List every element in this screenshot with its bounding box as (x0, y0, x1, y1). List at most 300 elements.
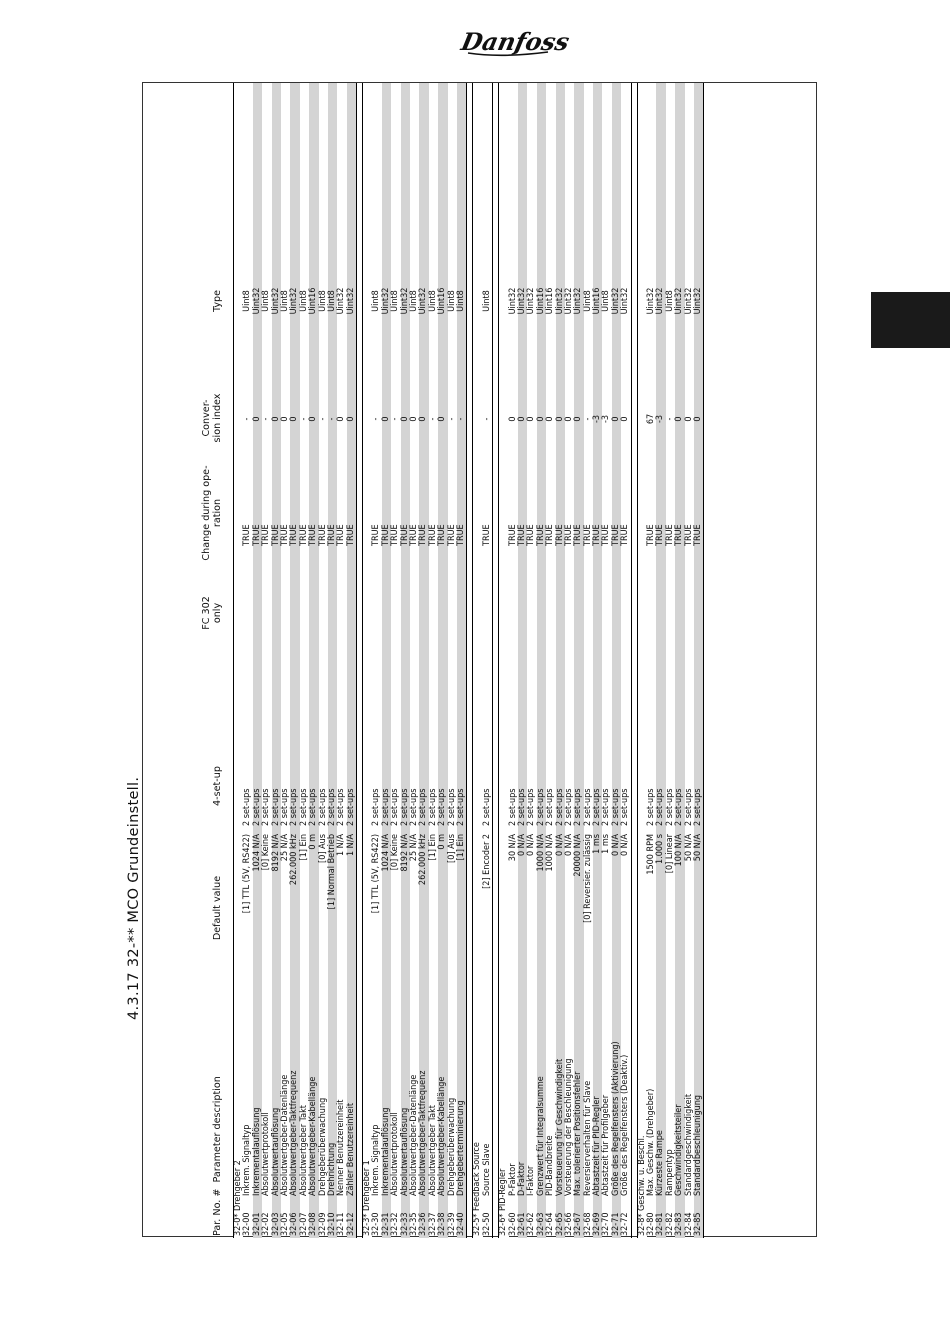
data-type: Uint32 (345, 287, 356, 315)
param-desc: Absolutwertgeber-Datenlänge (279, 1074, 290, 1196)
default-value: 0 m (308, 834, 319, 850)
data-type: Uint8 (601, 290, 612, 312)
default-value: 20000 N/A (573, 834, 584, 877)
param-desc: Zähler Benutzereinheit (345, 1102, 356, 1196)
setup: 2 set-ups (409, 788, 420, 826)
par-no: 32-07 (298, 1212, 309, 1236)
par-no: 32-31 (380, 1212, 391, 1236)
par-no: 32-80 (646, 1212, 657, 1236)
table-row (272, 83, 281, 1238)
par-no: 32-35 (409, 1212, 420, 1236)
default-value: 0 N/A (620, 834, 631, 857)
default-value: [0] Aus (446, 834, 457, 863)
parameter-table-frame (142, 82, 817, 1237)
par-no: 32-36 (418, 1212, 429, 1236)
data-type: Uint8 (390, 290, 401, 312)
default-value: 25 N/A (409, 834, 420, 862)
par-no: 32-72 (620, 1212, 631, 1236)
par-no: 32-60 (507, 1212, 518, 1236)
change-during-op: TRUE (683, 524, 694, 546)
setup: 2 set-ups (545, 788, 556, 826)
data-type: Uint16 (308, 287, 319, 315)
conversion-index: - (317, 417, 328, 421)
default-value: 25 N/A (279, 834, 290, 862)
param-desc: Absolutwertprotokoll (390, 1112, 401, 1196)
param-desc: Absolutwertgeber-Kabellänge (308, 1076, 319, 1196)
setup: 2 set-ups (507, 788, 518, 826)
setup: 2 set-ups (526, 788, 537, 826)
table-row (537, 83, 546, 1238)
param-desc: Absolutwertgeber Takt (427, 1105, 438, 1196)
data-type: Uint32 (418, 287, 429, 315)
table-row (438, 83, 447, 1238)
param-desc: Absolutwertgeber-Datenlänge (409, 1074, 420, 1196)
conversion-index: 0 (507, 416, 518, 422)
change-during-op: TRUE (620, 524, 631, 546)
setup: 2 set-ups (427, 788, 438, 826)
par-no: 32-83 (674, 1212, 685, 1236)
table-row (419, 83, 428, 1238)
change-during-op: TRUE (526, 524, 537, 546)
default-value: [0] Linear (664, 834, 675, 874)
change-during-op: TRUE (592, 524, 603, 546)
default-value: [1] TTL (5V, RS422) (371, 834, 382, 914)
change-during-op: TRUE (545, 524, 556, 546)
data-type: Uint8 (371, 290, 382, 312)
par-no: 32-06 (289, 1212, 300, 1236)
table-row (509, 83, 518, 1238)
data-type: Uint32 (620, 287, 631, 315)
setup: 2 set-ups (535, 788, 546, 826)
param-desc: Geschwindigkeitsteiler (674, 1104, 685, 1196)
default-value: [1] Normal Betrieb (326, 834, 337, 910)
param-desc: Abtastzeit für PID-Regler (592, 1096, 603, 1196)
par-no: 32-66 (563, 1212, 574, 1236)
param-desc: Vorsteuerung für Geschwindigkeit (554, 1058, 565, 1196)
data-type: Uint32 (610, 287, 621, 315)
data-type: Uint32 (563, 287, 574, 315)
par-no: 32-81 (655, 1212, 666, 1236)
par-no: 32-67 (573, 1212, 584, 1236)
param-desc: Absolutwertgeber-Taktfrequenz (289, 1070, 300, 1196)
conversion-index: - (446, 417, 457, 421)
table-row (401, 83, 410, 1238)
par-no: 32-10 (326, 1212, 337, 1236)
change-during-op: TRUE (371, 524, 382, 546)
table-row (666, 83, 675, 1238)
default-value: 262.000 kHz (418, 834, 429, 886)
default-value: 1 N/A (336, 834, 347, 857)
table-row (656, 83, 665, 1238)
default-value: 100 N/A (674, 834, 685, 867)
param-desc: Drehgeberüberwachung (317, 1097, 328, 1196)
data-type: Uint8 (261, 290, 272, 312)
table-row (457, 83, 466, 1238)
default-value: 50 N/A (692, 834, 703, 862)
change-during-op: TRUE (516, 524, 527, 546)
data-type: Uint32 (526, 287, 537, 315)
conversion-index: -3 (592, 414, 603, 424)
conversion-index: - (455, 417, 466, 421)
col-conv: Conver- sion index (201, 393, 223, 443)
change-during-op: TRUE (336, 524, 347, 546)
setup: 2 set-ups (270, 788, 281, 826)
table-row (518, 83, 527, 1238)
data-type: Uint16 (592, 287, 603, 315)
setup: 2 set-ups (418, 788, 429, 826)
param-desc: I-Faktor (526, 1165, 537, 1196)
conversion-index: - (664, 417, 675, 421)
conversion-index: 0 (620, 416, 631, 422)
param-desc: Inkrem. Signaltyp (371, 1124, 382, 1196)
conversion-index: 0 (610, 416, 621, 422)
conversion-index: 0 (573, 416, 584, 422)
table-row (337, 83, 346, 1238)
data-type: Uint8 (409, 290, 420, 312)
conversion-index: 0 (399, 416, 410, 422)
param-desc: Vorsteuerung der Beschleunigung (563, 1058, 574, 1196)
conversion-index: 0 (554, 416, 565, 422)
par-no: 32-09 (317, 1212, 328, 1236)
change-during-op: TRUE (390, 524, 401, 546)
data-type: Uint8 (446, 290, 457, 312)
setup: 2 set-ups (390, 788, 401, 826)
param-desc: Abtastzeit für Profilgeber (601, 1094, 612, 1196)
default-value: 1500 RPM (646, 834, 657, 875)
param-desc: Drehgeberüberwachung (446, 1097, 457, 1196)
data-type: Uint8 (279, 290, 290, 312)
par-no: 32-37 (427, 1212, 438, 1236)
section-title: 32-6* PID-Regler (498, 1168, 509, 1236)
param-desc: Nenner Benutzereinheit (336, 1099, 347, 1196)
setup: 2 set-ups (399, 788, 410, 826)
table-row (694, 83, 703, 1238)
par-no: 32-39 (446, 1212, 457, 1236)
conversion-index: 0 (674, 416, 685, 422)
table-row (675, 83, 684, 1238)
par-no: 32-62 (526, 1212, 537, 1236)
conversion-index: - (326, 417, 337, 421)
data-type: Uint32 (270, 287, 281, 315)
default-value: 1 N/A (345, 834, 356, 857)
change-during-op: TRUE (326, 524, 337, 546)
par-no: 32-30 (371, 1212, 382, 1236)
change-during-op: TRUE (279, 524, 290, 546)
change-during-op: TRUE (646, 524, 657, 546)
default-value: 1.000 s (655, 834, 666, 864)
data-type: Uint32 (573, 287, 584, 315)
par-no: 32-85 (692, 1212, 703, 1236)
conversion-index: 0 (270, 416, 281, 422)
default-value: 8192 N/A (399, 834, 410, 872)
conversion-index: 0 (279, 416, 290, 422)
param-desc: P-Faktor (507, 1163, 518, 1196)
default-value: 8192 N/A (270, 834, 281, 872)
data-type: Uint8 (298, 290, 309, 312)
table-row (647, 83, 656, 1238)
setup: 2 set-ups (279, 788, 290, 826)
table-row (685, 83, 694, 1238)
default-value: 1 ms (592, 834, 603, 854)
param-desc: Absolutwertgeber-Kabellänge (437, 1076, 448, 1196)
conversion-index: 0 (380, 416, 391, 422)
setup: 2 set-ups (620, 788, 631, 826)
section-header (233, 83, 243, 1238)
param-desc: Source Slave (481, 1143, 492, 1196)
chapter-tab-marker (871, 292, 950, 348)
col-setup: 4-set-up (212, 766, 223, 806)
par-no: 32-69 (592, 1212, 603, 1236)
setup: 2 set-ups (563, 788, 574, 826)
par-no: 32-64 (545, 1212, 556, 1236)
conversion-index: 0 (526, 416, 537, 422)
conversion-index: 0 (418, 416, 429, 422)
setup: 2 set-ups (582, 788, 593, 826)
data-type: Uint32 (554, 287, 565, 315)
conversion-index: - (582, 417, 593, 421)
data-type: Uint32 (655, 287, 666, 315)
table-row (382, 83, 391, 1238)
table-row (281, 83, 290, 1238)
change-during-op: TRUE (261, 524, 272, 546)
change-during-op: TRUE (664, 524, 675, 546)
table-row (309, 83, 318, 1238)
conversion-index: - (390, 417, 401, 421)
conversion-index: 0 (683, 416, 694, 422)
data-type: Uint32 (683, 287, 694, 315)
change-during-op: TRUE (437, 524, 448, 546)
setup: 2 set-ups (251, 788, 262, 826)
change-during-op: TRUE (270, 524, 281, 546)
table-row (372, 83, 381, 1238)
param-desc: D-Faktor (516, 1161, 527, 1196)
table-row (328, 83, 337, 1238)
section-title: 32-5* Feedback Source (472, 1142, 483, 1236)
default-value: 0 N/A (610, 834, 621, 857)
param-desc: Größe des Regelfensters (Aktivierung) (610, 1041, 621, 1196)
col-type: Type (212, 289, 223, 313)
table-row (410, 83, 419, 1238)
col-par-no: Par. No. # Parameter description (212, 1076, 223, 1236)
change-during-op: TRUE (317, 524, 328, 546)
setup: 2 set-ups (261, 788, 272, 826)
change-during-op: TRUE (380, 524, 391, 546)
change-during-op: TRUE (427, 524, 438, 546)
par-no: 32-71 (610, 1212, 621, 1236)
par-no: 32-82 (664, 1212, 675, 1236)
setup: 2 set-ups (298, 788, 309, 826)
setup: 2 set-ups (380, 788, 391, 826)
param-desc: Rampentyp (664, 1149, 675, 1196)
par-no: 32-05 (279, 1212, 290, 1236)
par-no: 32-38 (437, 1212, 448, 1236)
data-type: Uint32 (507, 287, 518, 315)
default-value: 30 N/A (507, 834, 518, 862)
change-during-op: TRUE (692, 524, 703, 546)
param-desc: Absolutwertgeber-Taktfrequenz (418, 1070, 429, 1196)
table-row (347, 83, 356, 1238)
data-type: Uint8 (317, 290, 328, 312)
setup: 2 set-ups (516, 788, 527, 826)
setup: 2 set-ups (326, 788, 337, 826)
setup: 2 set-ups (242, 788, 253, 826)
setup: 2 set-ups (437, 788, 448, 826)
data-type: Uint32 (336, 287, 347, 315)
conversion-index: - (371, 417, 382, 421)
change-during-op: TRUE (289, 524, 300, 546)
table-row (593, 83, 602, 1238)
change-during-op: TRUE (610, 524, 621, 546)
conversion-index: 0 (516, 416, 527, 422)
par-no: 32-63 (535, 1212, 546, 1236)
conversion-index: 0 (308, 416, 319, 422)
param-desc: Absolutwertauflösung (270, 1107, 281, 1196)
section-divider (703, 83, 709, 1238)
default-value: 1000 N/A (535, 834, 546, 872)
table-row (584, 83, 593, 1238)
change-during-op: TRUE (242, 524, 253, 546)
col-default: Default value (212, 875, 223, 941)
table-row (483, 83, 492, 1238)
table-row (243, 83, 252, 1238)
par-no: 32-12 (345, 1212, 356, 1236)
setup: 2 set-ups (646, 788, 657, 826)
data-type: Uint8 (427, 290, 438, 312)
default-value: [1] Ein (427, 834, 438, 861)
param-desc: Inkrementalauflösung (380, 1107, 391, 1196)
table-row (448, 83, 457, 1238)
table-row (621, 83, 630, 1238)
data-type: Uint32 (516, 287, 527, 315)
param-desc: Kürzeste Rampe (655, 1130, 666, 1196)
table-row (253, 83, 262, 1238)
par-no: 32-50 (481, 1212, 492, 1236)
change-during-op: TRUE (308, 524, 319, 546)
change-during-op: TRUE (251, 524, 262, 546)
change-during-op: TRUE (563, 524, 574, 546)
default-value: [0] Reversier. zulässig (582, 834, 593, 923)
setup: 2 set-ups (655, 788, 666, 826)
conversion-index: 0 (692, 416, 703, 422)
change-during-op: TRUE (409, 524, 420, 546)
param-desc: Absolutwertprotokoll (261, 1112, 272, 1196)
data-type: Uint16 (437, 287, 448, 315)
conversion-index: -3 (601, 414, 612, 424)
conversion-index: - (298, 417, 309, 421)
setup: 2 set-ups (601, 788, 612, 826)
data-type: Uint8 (481, 290, 492, 312)
section-title: 32-3* Drehgeber 1 (362, 1160, 373, 1236)
par-no: 32-32 (390, 1212, 401, 1236)
default-value: 1 ms (601, 834, 612, 854)
default-value: 0 m (437, 834, 448, 850)
change-during-op: TRUE (418, 524, 429, 546)
par-no: 32-03 (270, 1212, 281, 1236)
default-value: [0] Aus (317, 834, 328, 863)
change-during-op: TRUE (399, 524, 410, 546)
setup: 2 set-ups (664, 788, 675, 826)
section-header (472, 83, 482, 1238)
par-no: 32-00 (242, 1212, 253, 1236)
section-header (362, 83, 372, 1238)
table-row (319, 83, 328, 1238)
default-value: [1] Ein (455, 834, 466, 861)
conversion-index: 0 (336, 416, 347, 422)
param-desc: Inkrementalauflösung (251, 1107, 262, 1196)
par-no: 32-84 (683, 1212, 694, 1236)
default-value: 0 N/A (526, 834, 537, 857)
data-type: Uint32 (399, 287, 410, 315)
section-title: 32-0* Drehgeber 2 (233, 1160, 243, 1236)
setup: 2 set-ups (336, 788, 347, 826)
svg-text:Danfoss: Danfoss (458, 27, 572, 56)
par-no: 32-68 (582, 1212, 593, 1236)
setup: 2 set-ups (554, 788, 565, 826)
par-no: 32-08 (308, 1212, 319, 1236)
change-during-op: TRUE (573, 524, 584, 546)
change-during-op: TRUE (674, 524, 685, 546)
default-value: [1] Ein (298, 834, 309, 861)
default-value: 0 N/A (563, 834, 574, 857)
setup: 2 set-ups (455, 788, 466, 826)
conversion-index: - (481, 417, 492, 421)
setup: 2 set-ups (371, 788, 382, 826)
setup: 2 set-ups (308, 788, 319, 826)
data-type: Uint8 (242, 290, 253, 312)
table-body (233, 83, 709, 1238)
par-no: 32-40 (455, 1212, 466, 1236)
param-desc: Grenzwert für Integralsumme (535, 1076, 546, 1196)
section-header (637, 83, 647, 1238)
change-during-op: TRUE (535, 524, 546, 546)
conversion-index: 0 (409, 416, 420, 422)
col-change: Change during ope- ration (201, 465, 223, 561)
default-value: 1024 N/A (251, 834, 262, 872)
data-type: Uint32 (692, 287, 703, 315)
par-no: 32-01 (251, 1212, 262, 1236)
conversion-index: - (261, 417, 272, 421)
default-value: [2] Encoder 2 (481, 834, 492, 889)
conversion-index: 0 (437, 416, 448, 422)
param-desc: Absolutwertauflösung (399, 1107, 410, 1196)
section-header (498, 83, 508, 1238)
default-value: [0] Keine (390, 834, 401, 871)
conversion-index: 0 (545, 416, 556, 422)
par-no: 32-61 (516, 1212, 527, 1236)
change-during-op: TRUE (298, 524, 309, 546)
setup: 2 set-ups (610, 788, 621, 826)
default-value: [1] TTL (5V, RS422) (242, 834, 253, 914)
setup: 2 set-ups (317, 788, 328, 826)
data-type: Uint32 (646, 287, 657, 315)
change-during-op: TRUE (507, 524, 518, 546)
data-type: Uint32 (674, 287, 685, 315)
conversion-index: - (242, 417, 253, 421)
param-desc: Drehrichtung (326, 1142, 337, 1196)
table-header (143, 83, 231, 1238)
data-type: Uint8 (455, 290, 466, 312)
par-no: 32-02 (261, 1212, 272, 1236)
table-row (262, 83, 271, 1238)
data-type: Uint16 (535, 287, 546, 315)
table-row (290, 83, 299, 1238)
par-no: 32-11 (336, 1212, 347, 1236)
change-during-op: TRUE (455, 524, 466, 546)
param-desc: Standardbeschleunigung (692, 1094, 703, 1196)
setup: 2 set-ups (692, 788, 703, 826)
col-fc302: FC 302 only (201, 596, 223, 630)
change-during-op: TRUE (582, 524, 593, 546)
